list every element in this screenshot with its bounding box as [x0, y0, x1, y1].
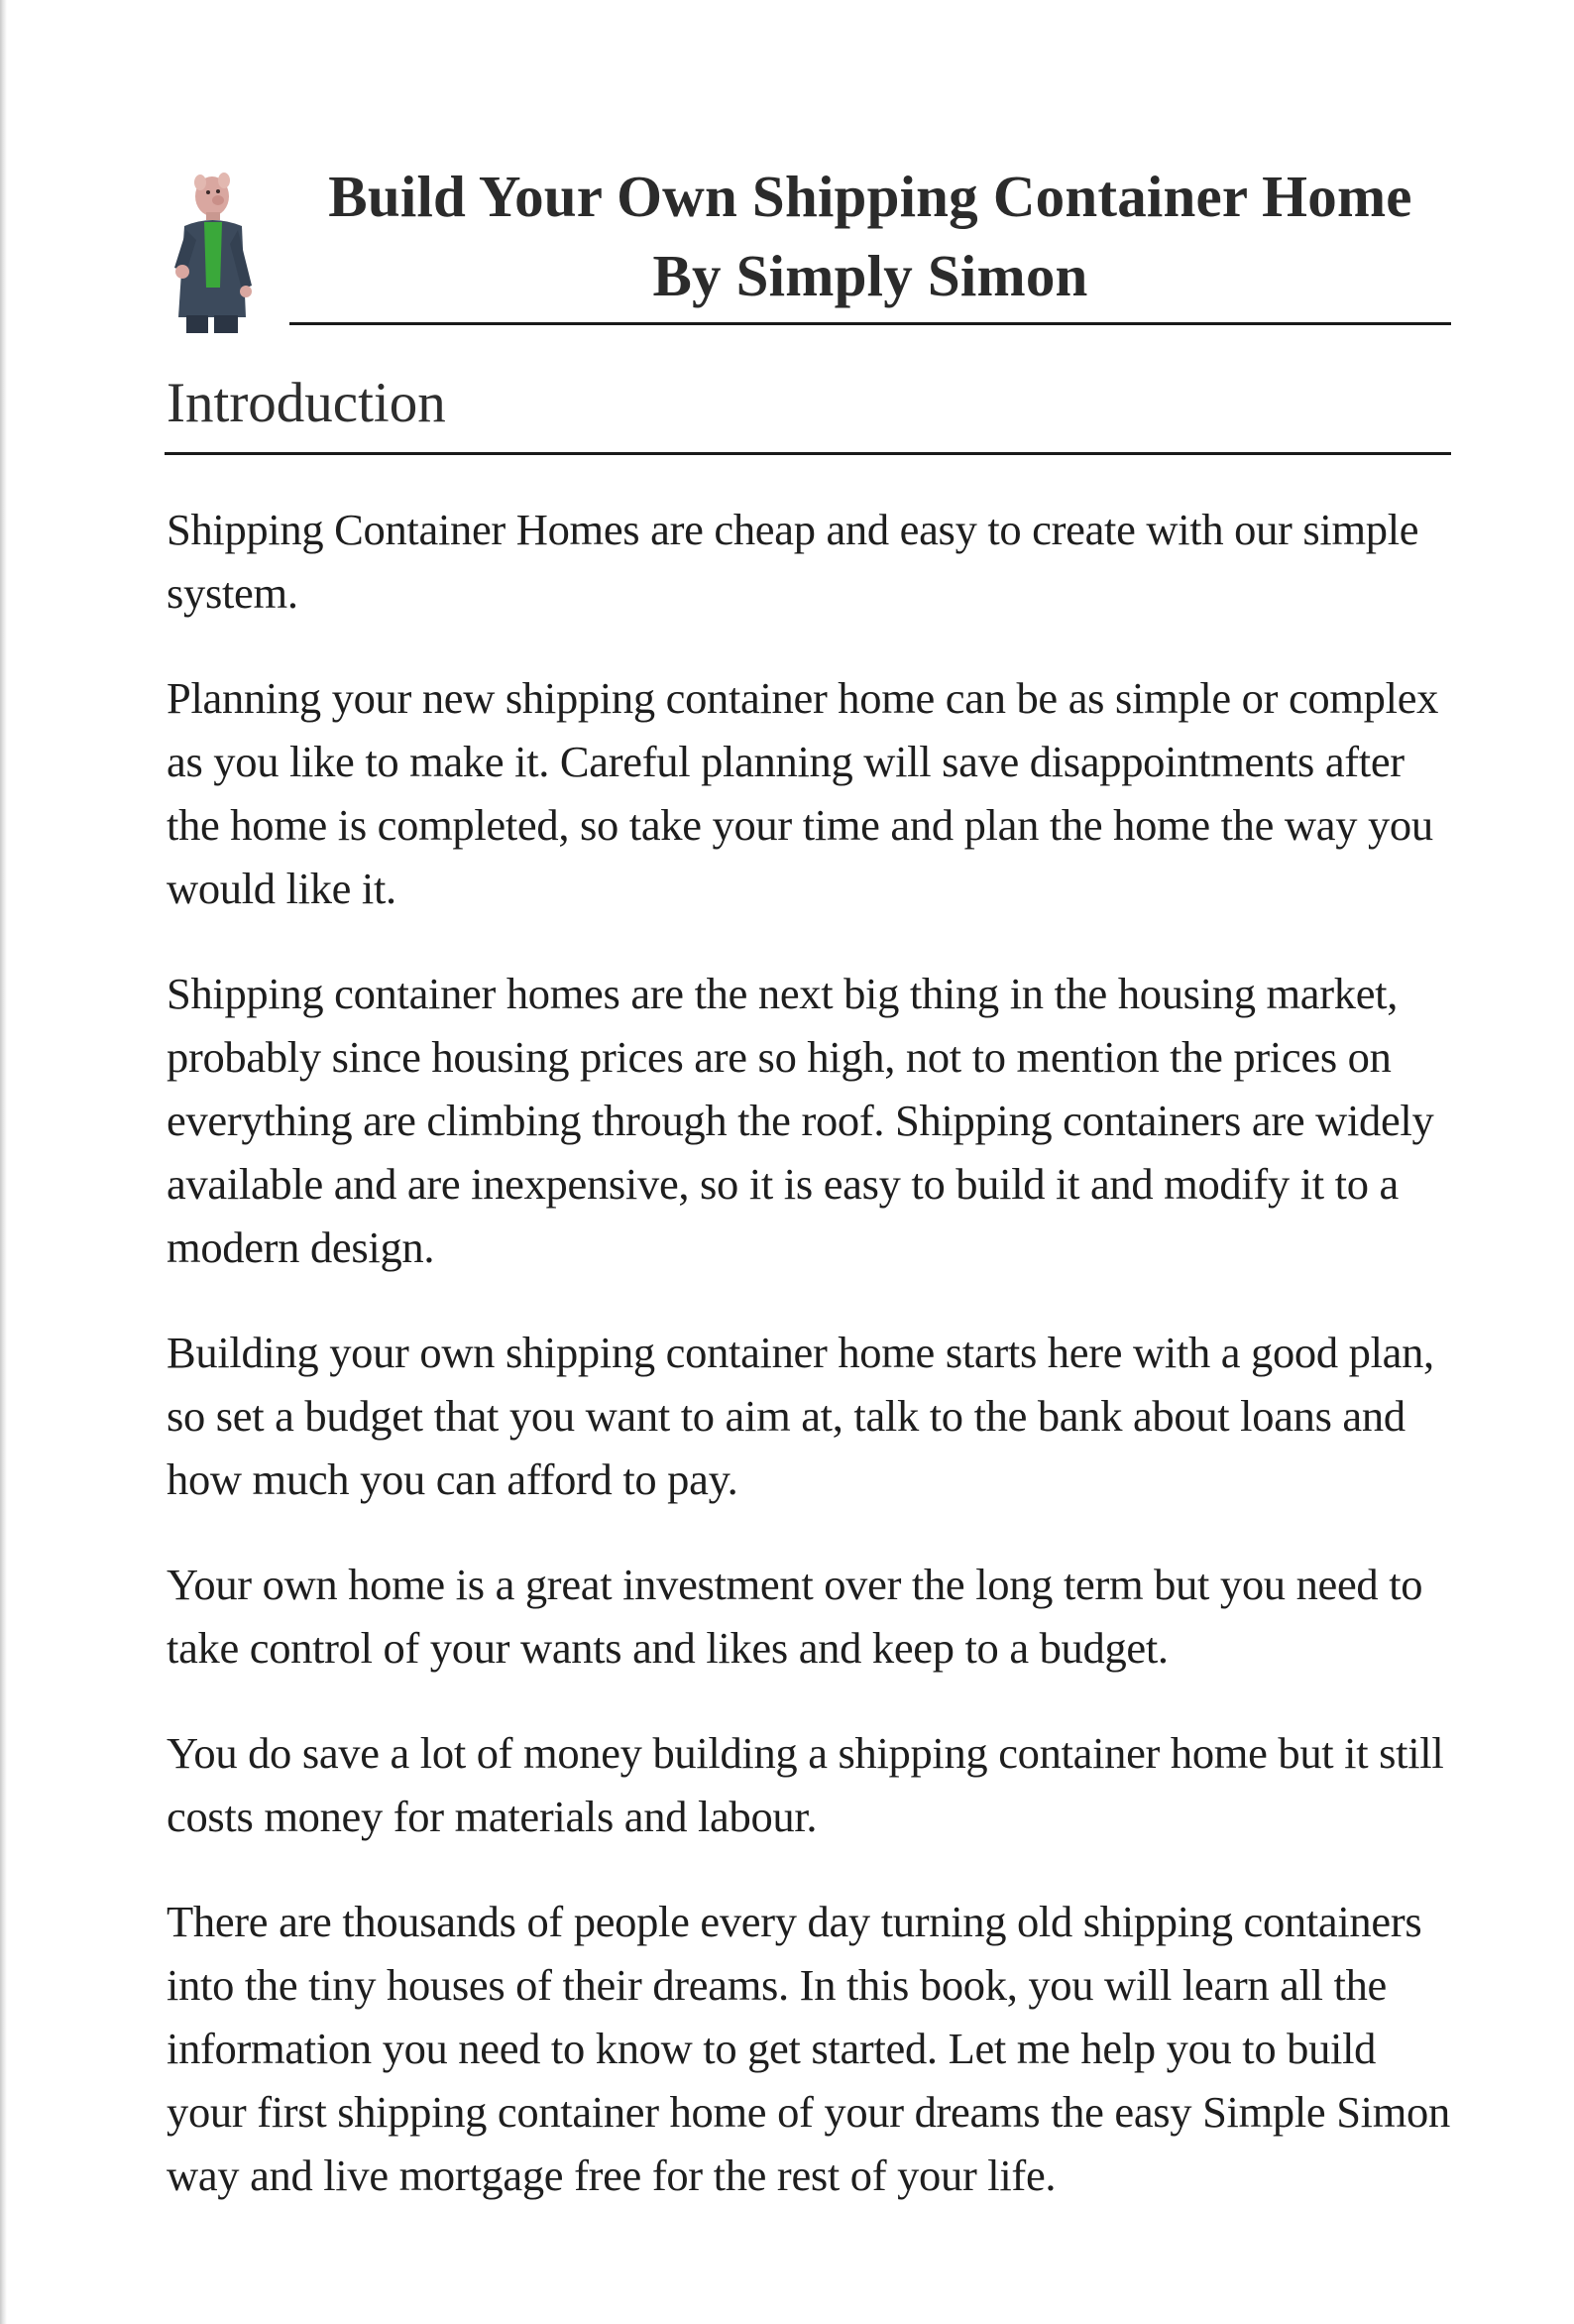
paragraph-7: There are thousands of people every day turning old shipping containers into the tiny houses of their dreams. In this book, you will learn all the information you need to know to get started. Let me help you to build your first shipping container home of your dreams the easy Simple Simon way and live mortgage free for the rest of your life.	[167, 1897, 1450, 2200]
title-line-2: By Simply Simon	[652, 243, 1088, 308]
paragraph-4: Building your own shipping container home starts here with a good plan, so set a budget that you want to aim at, talk to the bank about loans and how much you can afford to pay.	[167, 1328, 1434, 1504]
section-divider	[165, 452, 1451, 455]
paragraph-6: You do save a lot of money building a shipping container home but it still costs money for materials and labour.	[167, 1728, 1444, 1841]
paragraph-2: Planning your new shipping container home can be as simple or complex as you like to make it. Careful planning will save disappointments after the home is completed, so take your time and plan the home the way you would like it.	[167, 673, 1439, 913]
document-title	[289, 157, 1451, 315]
paragraph-3: Shipping container homes are the next big thing in the housing market, probably since housing prices are so high, not to mention the prices on everything are climbing through the roof. Shipping containers are widely available and are inexpensive, so it is easy to build it and modify it to a modern design.	[167, 969, 1434, 1272]
section-heading: Introduction	[167, 372, 446, 434]
title-line-1: Build Your Own Shipping Container Home	[328, 164, 1412, 229]
paragraph-1: Shipping Container Homes are cheap and easy to create with our simple system.	[167, 505, 1419, 618]
simple-simon-avatar-icon	[167, 169, 262, 335]
paragraph-5: Your own home is a great investment over the long term but you need to take control of your wants and likes and keep to a budget.	[167, 1560, 1423, 1673]
title-divider	[289, 322, 1451, 325]
body-text	[167, 498, 1465, 2249]
